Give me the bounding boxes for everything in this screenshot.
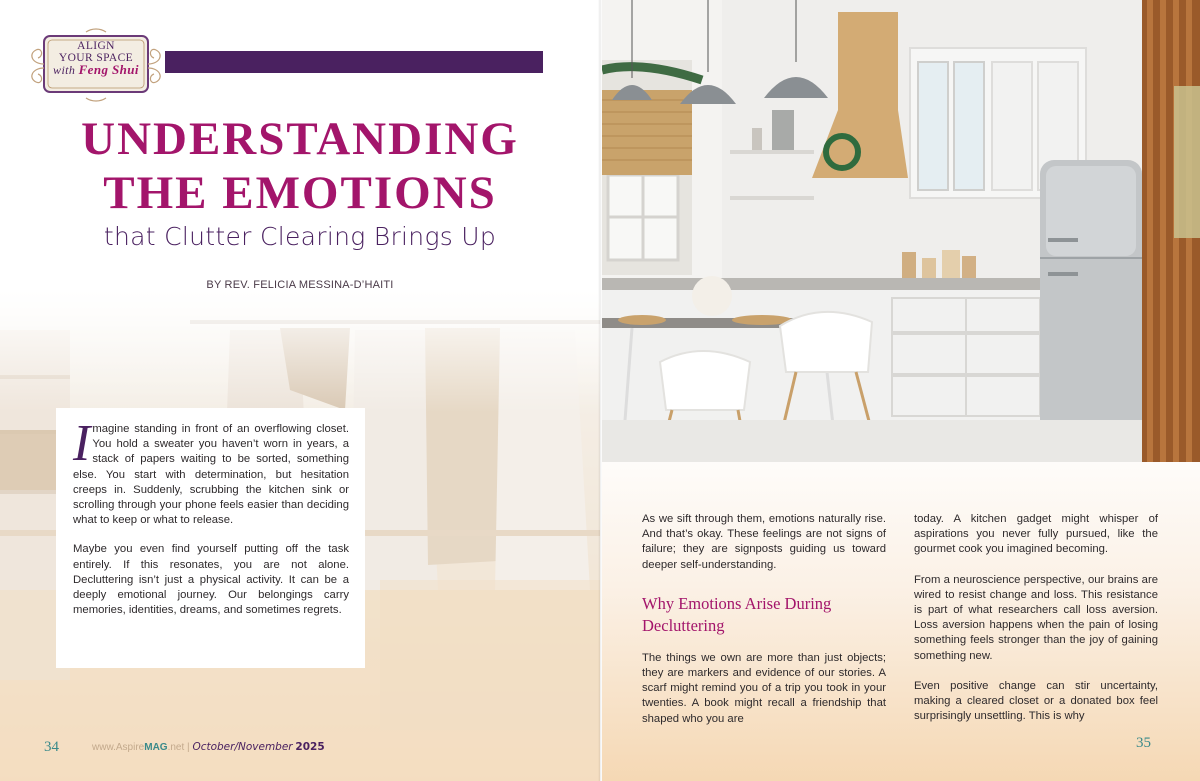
col2-paragraph-2: From a neuroscience perspective, our brains are wired to resist change and loss. This resistance is part of what researchers call loss aversion. Loss aversion happens when the pain of losing something feels stronger than the joy of gaining something new. bbox=[914, 573, 1158, 662]
page-number-right: 35 bbox=[1136, 735, 1151, 751]
issue-year: 2025 bbox=[295, 741, 325, 753]
intro-text-1: magine standing in front of an overflowing closet. You hold a sweater you haven’t worn in years, a stack of papers waiting to be sorted, something else. You start with determination, but hesitation creeps in. Suddenly, scrubbing the kitchen sink or scrolling through your phone feels easier than deciding what to keep or what to release. bbox=[73, 423, 349, 527]
byline: BY REV. FELICIA MESSINA-D’HAITI bbox=[206, 279, 394, 291]
col1-paragraph-2: The things we own are more than just objects; they are markers and evidence of our stories. A scarf might remind you of a trip you took in your twenties. A book might recall a friendship that shaped who you are bbox=[642, 651, 886, 725]
badge-line-1: ALIGN bbox=[77, 40, 115, 52]
badge-brand: Feng Shui bbox=[78, 62, 139, 77]
intro-paragraph-2: Maybe you even find yourself putting off the task entirely. If this resonates, you are not alone. Decluttering isn’t just a physical activity. It can be a deeply emotional journey. Our belongings carry memories, identities, dreams, and sometimes regrets. bbox=[73, 543, 349, 617]
kitchen-photo bbox=[602, 0, 1200, 462]
intro-textbox bbox=[56, 408, 365, 668]
section-heading: Why Emotions Arise During Decluttering bbox=[642, 593, 832, 635]
title-line-2: THE EMOTIONS bbox=[103, 167, 497, 219]
page-number-left: 34 bbox=[44, 739, 59, 755]
site-suffix: .net | bbox=[167, 742, 190, 753]
intro-paragraph-1 bbox=[73, 415, 349, 528]
col1-paragraph-1: As we sift through them, emotions naturally rise. And that’s okay. These feelings are not signs of failure; they are signposts guiding us toward deeper self-understanding. bbox=[642, 513, 886, 571]
footer-masthead bbox=[92, 741, 325, 753]
article-subtitle: that Clutter Clearing Brings Up bbox=[103, 222, 497, 251]
badge-with: with bbox=[53, 63, 76, 77]
site-prefix: www.Aspire bbox=[92, 742, 145, 753]
column-2 bbox=[914, 512, 1158, 724]
badge-line-2: YOUR SPACE bbox=[58, 52, 134, 64]
right-page bbox=[602, 0, 1200, 781]
drop-cap: I bbox=[73, 415, 91, 472]
title-line-1: UNDERSTANDING bbox=[81, 113, 519, 165]
issue-label: October/November bbox=[192, 741, 293, 753]
col2-paragraph-3: Even positive change can stir uncertainty, making a cleared closet or a donated box feel surprisingly unsettling. This is why bbox=[914, 679, 1158, 723]
article-title bbox=[20, 112, 580, 220]
section-badge bbox=[22, 28, 170, 104]
col2-paragraph-1: today. A kitchen gadget might whisper of aspirations you never fully pursued, like the gourmet cook you imagined becoming. bbox=[914, 513, 1158, 556]
column-1 bbox=[642, 512, 886, 727]
site-mag: MAG bbox=[144, 742, 168, 753]
header-rule bbox=[165, 51, 543, 73]
